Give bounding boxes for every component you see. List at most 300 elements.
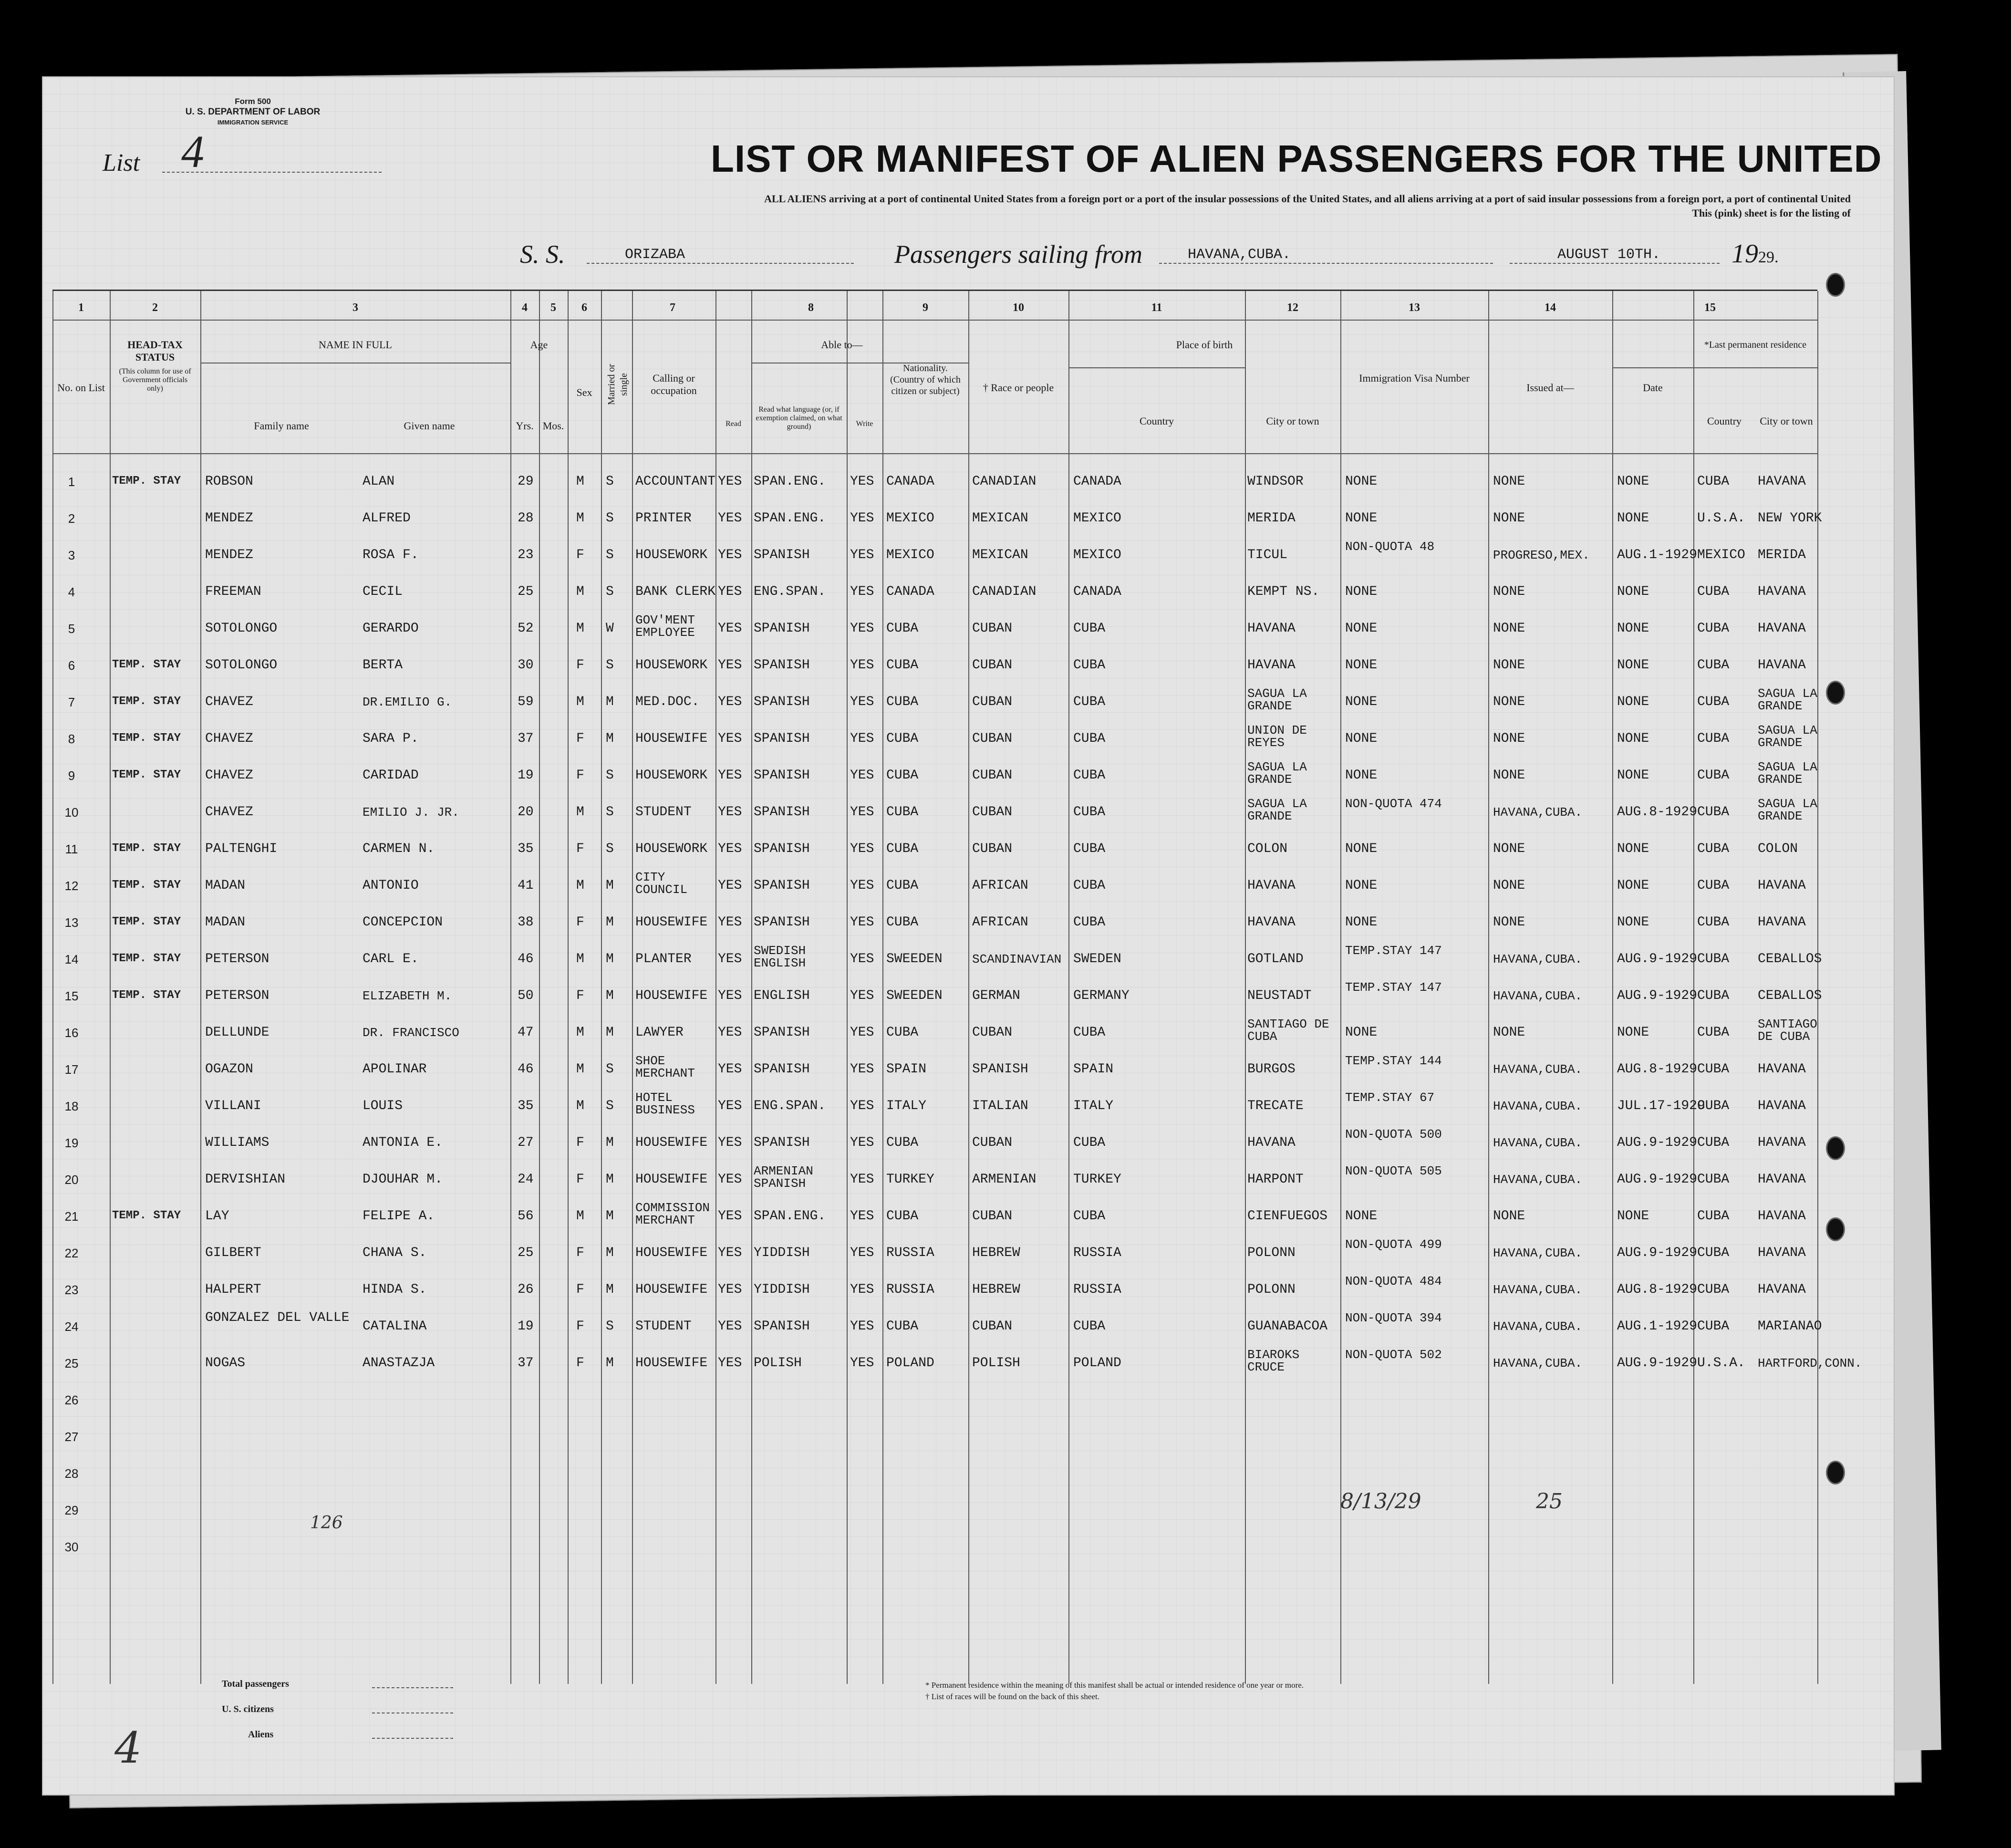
- table-row: [52, 944, 1822, 984]
- header-yrs: Yrs.: [516, 420, 534, 432]
- marital-status: S: [606, 584, 614, 599]
- col-num-12: 12: [1287, 301, 1298, 314]
- issued-at: NONE: [1493, 1025, 1525, 1040]
- residence-city: HAVANA: [1758, 1246, 1806, 1260]
- issued-at: HAVANA,CUBA.: [1493, 1099, 1583, 1113]
- issued-at: NONE: [1493, 841, 1525, 856]
- race: CUBAN: [972, 658, 1013, 673]
- table-row: [52, 1237, 1817, 1277]
- birth-country: CUBA: [1073, 621, 1106, 636]
- sailing-date: AUGUST 10TH.: [1510, 247, 1720, 264]
- visa-date: NONE: [1617, 878, 1649, 893]
- sex: F: [576, 1135, 584, 1150]
- marital-status: M: [606, 695, 614, 709]
- family-name: FREEMAN: [205, 584, 261, 599]
- birth-city: GOTLAND: [1247, 952, 1304, 966]
- residence-country: CUBA: [1697, 474, 1730, 489]
- table-row-empty: [52, 1388, 1817, 1424]
- punch-hole: [1826, 1461, 1845, 1485]
- birth-country: ITALY: [1073, 1099, 1114, 1113]
- can-read: YES: [718, 695, 742, 709]
- occupation: HOUSEWORK: [635, 548, 708, 562]
- table-row: [52, 507, 1822, 543]
- can-write: YES: [850, 915, 874, 930]
- age-years: 20: [518, 805, 534, 820]
- subtitle-line-1: ALL ALIENS arriving at a port of continental United States from a foreign port or a port of the insular possessions of the United States, and all aliens arriving at a port of said insular possessions from a foreign port, a port of continental United: [764, 193, 1851, 205]
- head-tax-status: TEMP. STAY: [112, 842, 181, 855]
- row-number: 26: [64, 1393, 79, 1407]
- nationality: CUBA: [886, 1319, 919, 1334]
- birth-city: SAGUA LA GRANDE: [1247, 686, 1307, 713]
- header-race: † Race or people: [983, 382, 1054, 394]
- row-number: 11: [65, 842, 78, 856]
- birth-country: CANADA: [1073, 584, 1121, 599]
- residence-city: HAVANA: [1758, 1099, 1806, 1113]
- read-language: SWEDISH ENGLISH: [754, 944, 806, 970]
- residence-country: CUBA: [1697, 695, 1730, 709]
- age-years: 23: [518, 548, 534, 562]
- race: AFRICAN: [972, 878, 1028, 893]
- visa-date: AUG.1-1929: [1617, 1319, 1698, 1334]
- can-write: YES: [850, 841, 874, 856]
- visa-date: NONE: [1617, 768, 1649, 783]
- issued-at: NONE: [1493, 731, 1525, 746]
- table-row: [52, 797, 1817, 837]
- header-birth-city: City or town: [1266, 415, 1319, 427]
- birth-country: CUBA: [1073, 1135, 1106, 1150]
- family-name: DERVISHIAN: [205, 1172, 286, 1187]
- issued-at: HAVANA,CUBA.: [1493, 952, 1583, 966]
- can-write: YES: [850, 952, 874, 966]
- nationality: CUBA: [886, 1135, 919, 1150]
- visa-number: NON-QUOTA 484: [1345, 1274, 1442, 1288]
- can-read: YES: [718, 1062, 742, 1077]
- can-write: YES: [850, 1099, 874, 1113]
- occupation: HOUSEWIFE: [635, 1282, 708, 1297]
- race: CUBAN: [972, 1135, 1013, 1150]
- visa-number: NONE: [1345, 584, 1378, 599]
- row-number: 6: [68, 658, 75, 673]
- head-tax-status: TEMP. STAY: [112, 695, 181, 708]
- race: POLISH: [972, 1356, 1020, 1370]
- row-number: 4: [68, 585, 75, 599]
- age-years: 19: [518, 1319, 534, 1334]
- marital-status: M: [606, 1246, 614, 1260]
- visa-number: TEMP.STAY 144: [1345, 1054, 1442, 1068]
- residence-city: SAGUA LA GRANDE: [1758, 760, 1817, 787]
- can-write: YES: [850, 1209, 874, 1224]
- given-name: CONCEPCION: [363, 915, 443, 930]
- header-visa-number: Immigration Visa Number: [1359, 372, 1470, 384]
- table-row-empty: [52, 1425, 1817, 1461]
- birth-country: CUBA: [1073, 915, 1106, 930]
- family-name: LAY: [205, 1209, 229, 1224]
- nationality: MEXICO: [886, 548, 934, 562]
- issued-at: HAVANA,CUBA.: [1493, 805, 1583, 820]
- residence-city: HAVANA: [1758, 621, 1806, 636]
- col-num-14: 14: [1545, 301, 1556, 314]
- residence-country: CUBA: [1697, 768, 1730, 783]
- residence-city: SAGUA LA GRANDE: [1758, 723, 1817, 750]
- row-number: 25: [64, 1356, 79, 1370]
- can-read: YES: [718, 584, 742, 599]
- row-number: 10: [64, 805, 79, 820]
- birth-country: CUBA: [1073, 768, 1106, 783]
- family-name: PETERSON: [205, 988, 270, 1003]
- header-res-country: Country: [1707, 415, 1742, 427]
- marital-status: S: [606, 841, 614, 856]
- race: HEBREW: [972, 1246, 1020, 1260]
- read-language: ENG.SPAN.: [754, 584, 826, 599]
- manifest-table: [52, 290, 1862, 1684]
- can-read: YES: [718, 878, 742, 893]
- manifest-page: [42, 76, 1895, 1796]
- header-date: Date: [1643, 382, 1663, 394]
- sex: F: [576, 1172, 584, 1187]
- visa-date: AUG.9-1929: [1617, 1135, 1698, 1150]
- given-name: ELIZABETH M.: [363, 989, 452, 1003]
- aliens-line: [372, 1738, 453, 1739]
- issued-at: HAVANA,CUBA.: [1493, 989, 1583, 1003]
- nationality: CUBA: [886, 878, 919, 893]
- residence-country: CUBA: [1697, 584, 1730, 599]
- given-name: CECIL: [363, 584, 403, 599]
- list-label: List: [103, 149, 140, 176]
- sex: M: [576, 695, 584, 709]
- page-title: LIST OR MANIFEST OF ALIEN PASSENGERS FOR THE UNITED: [711, 137, 1882, 180]
- visa-date: AUG.9-1929: [1617, 1172, 1698, 1187]
- visa-date: AUG.9-1929: [1617, 952, 1698, 966]
- given-name: ANTONIA E.: [363, 1135, 443, 1150]
- residence-city: HAVANA: [1758, 878, 1806, 893]
- birth-city: HAVANA: [1247, 1135, 1296, 1150]
- header-place-of-birth: Place of birth: [1176, 339, 1233, 351]
- given-name: EMILIO J. JR.: [363, 805, 459, 820]
- head-tax-status: TEMP. STAY: [112, 475, 181, 488]
- read-language: SPANISH: [754, 658, 810, 673]
- nationality: ITALY: [886, 1099, 927, 1113]
- given-name: CATALINA: [363, 1319, 427, 1334]
- visa-number: NON-QUOTA 48: [1345, 540, 1435, 554]
- header-read: Read: [726, 420, 741, 428]
- header-no-on-list: No. on List: [57, 382, 105, 394]
- row-number: 3: [68, 548, 75, 562]
- header-nationality: Nationality. (Country of which citizen or subject): [890, 363, 961, 396]
- read-language: SPANISH: [754, 841, 810, 856]
- col-num-6: 6: [581, 301, 587, 314]
- age-years: 46: [518, 952, 534, 966]
- visa-number: NONE: [1345, 841, 1378, 856]
- birth-city: SANTIAGO DE CUBA: [1247, 1017, 1329, 1044]
- residence-city: SAGUA LA GRANDE: [1758, 686, 1817, 713]
- sex: F: [576, 658, 584, 673]
- punch-hole: [1826, 273, 1845, 297]
- col-num-10: 10: [1013, 301, 1024, 314]
- visa-date: NONE: [1617, 841, 1649, 856]
- marital-status: S: [606, 474, 614, 489]
- sex: F: [576, 548, 584, 562]
- family-name: SOTOLONGO: [205, 658, 278, 673]
- sex: F: [576, 1356, 584, 1370]
- can-write: YES: [850, 1246, 874, 1260]
- read-language: ARMENIAN SPANISH: [754, 1164, 813, 1191]
- race: CANADIAN: [972, 474, 1037, 489]
- residence-country: CUBA: [1697, 988, 1730, 1003]
- residence-city: NEW YORK: [1758, 511, 1822, 526]
- visa-date: AUG.9-1929: [1617, 1356, 1698, 1370]
- table-row: [52, 1017, 1817, 1057]
- can-read: YES: [718, 805, 742, 820]
- nationality: SWEEDEN: [886, 988, 943, 1003]
- residence-country: MEXICO: [1697, 548, 1745, 562]
- residence-country: CUBA: [1697, 915, 1730, 930]
- total-passengers-line: [372, 1687, 453, 1688]
- age-years: 52: [518, 621, 534, 636]
- residence-city: HAVANA: [1758, 474, 1806, 489]
- marital-status: S: [606, 658, 614, 673]
- read-language: SPANISH: [754, 1025, 810, 1040]
- race: CUBAN: [972, 768, 1013, 783]
- marital-status: M: [606, 1356, 614, 1370]
- residence-country: CUBA: [1697, 1062, 1730, 1077]
- occupation: HOTEL BUSINESS: [635, 1090, 695, 1117]
- birth-country: CUBA: [1073, 658, 1106, 673]
- birth-city: BURGOS: [1247, 1062, 1296, 1077]
- row-number: 8: [68, 732, 75, 746]
- issued-at: NONE: [1493, 915, 1525, 930]
- header-sex: Sex: [576, 386, 592, 398]
- race: CUBAN: [972, 695, 1013, 709]
- departure-port: HAVANA,CUBA.: [1159, 247, 1493, 264]
- footer-mark-note: 4: [114, 1723, 142, 1773]
- can-read: YES: [718, 1319, 742, 1334]
- issued-at: NONE: [1493, 584, 1525, 599]
- table-row: [52, 870, 1817, 910]
- issued-at: NONE: [1493, 768, 1525, 783]
- service-name: IMMIGRATION SERVICE: [217, 119, 289, 126]
- family-name: SOTOLONGO: [205, 621, 278, 636]
- read-language: SPAN.ENG.: [754, 1209, 826, 1224]
- nationality: CANADA: [886, 584, 934, 599]
- race: HEBREW: [972, 1282, 1020, 1297]
- can-read: YES: [718, 731, 742, 746]
- birth-city: HAVANA: [1247, 658, 1296, 673]
- visa-number: NONE: [1345, 878, 1378, 893]
- residence-country: CUBA: [1697, 1099, 1730, 1113]
- occupation: HOUSEWORK: [635, 768, 708, 783]
- visa-date: NONE: [1617, 1025, 1649, 1040]
- can-write: YES: [850, 731, 874, 746]
- residence-city: MERIDA: [1758, 548, 1806, 562]
- table-row: [52, 1090, 1817, 1131]
- given-name: SARA P.: [363, 731, 419, 746]
- residence-country: CUBA: [1697, 1025, 1730, 1040]
- visa-number: NON-QUOTA 499: [1345, 1237, 1442, 1252]
- read-language: SPANISH: [754, 1062, 810, 1077]
- sailing-year: [1731, 239, 1779, 269]
- birth-city: KEMPT NS.: [1247, 584, 1320, 599]
- read-language: SPANISH: [754, 548, 810, 562]
- issued-at: NONE: [1493, 474, 1525, 489]
- race: ARMENIAN: [972, 1172, 1037, 1187]
- visa-date: NONE: [1617, 621, 1649, 636]
- punch-hole: [1826, 681, 1845, 705]
- given-name: GERARDO: [363, 621, 419, 636]
- birth-country: CUBA: [1073, 878, 1106, 893]
- total-mark-note: 25: [1536, 1489, 1563, 1514]
- row-number: 23: [64, 1283, 79, 1297]
- residence-country: CUBA: [1697, 1209, 1730, 1224]
- residence-city: COLON: [1758, 841, 1798, 856]
- given-name: DJOUHAR M.: [363, 1172, 443, 1187]
- can-write: YES: [850, 621, 874, 636]
- read-language: SPANISH: [754, 878, 810, 893]
- marital-status: S: [606, 805, 614, 820]
- age-years: 56: [518, 1209, 534, 1224]
- table-row: [52, 1054, 1817, 1094]
- issued-at: NONE: [1493, 878, 1525, 893]
- header-write: Write: [856, 420, 873, 428]
- visa-date: AUG.8-1929: [1617, 1282, 1698, 1297]
- age-years: 47: [518, 1025, 534, 1040]
- birth-country: SWEDEN: [1073, 952, 1121, 966]
- year-prefix: 19: [1731, 239, 1758, 269]
- table-row: [52, 613, 1817, 653]
- can-write: YES: [850, 1172, 874, 1187]
- row-number: 18: [64, 1099, 79, 1113]
- row-number: 15: [64, 989, 79, 1003]
- ss-label: S. S.: [520, 240, 565, 269]
- occupation: HOUSEWIFE: [635, 1135, 708, 1150]
- row-number: 22: [64, 1246, 79, 1260]
- residence-country: CUBA: [1697, 1282, 1730, 1297]
- header-given-name: Given name: [404, 420, 455, 432]
- issued-at: HAVANA,CUBA.: [1493, 1173, 1583, 1187]
- birth-country: MEXICO: [1073, 511, 1121, 526]
- col-num-5: 5: [550, 301, 556, 314]
- visa-date: NONE: [1617, 695, 1649, 709]
- occupation: CITY COUNCIL: [635, 870, 688, 897]
- occupation: MED.DOC.: [635, 695, 700, 709]
- row-number: 19: [64, 1136, 79, 1150]
- age-years: 35: [518, 1099, 534, 1113]
- ship-name: ORIZABA: [587, 247, 854, 264]
- age-years: 19: [518, 768, 534, 783]
- issued-at: HAVANA,CUBA.: [1493, 1283, 1583, 1297]
- given-name: ANTONIO: [363, 878, 419, 893]
- can-write: YES: [850, 988, 874, 1003]
- residence-country: U.S.A.: [1697, 1356, 1745, 1370]
- birth-city: SAGUA LA GRANDE: [1247, 760, 1307, 787]
- footnote-races: † List of races will be found on the back of this sheet.: [925, 1692, 1099, 1701]
- birth-country: CANADA: [1073, 474, 1121, 489]
- read-language: SPANISH: [754, 621, 810, 636]
- form-header-block: [153, 96, 353, 128]
- nationality: RUSSIA: [886, 1282, 934, 1297]
- read-language: SPANISH: [754, 695, 810, 709]
- table-row-empty: [52, 1535, 1817, 1571]
- read-language: ENGLISH: [754, 988, 810, 1003]
- visa-date: AUG.8-1929: [1617, 1062, 1698, 1077]
- race: CUBAN: [972, 1025, 1013, 1040]
- residence-country: CUBA: [1697, 621, 1730, 636]
- sex: M: [576, 805, 584, 820]
- visa-number: TEMP.STAY 67: [1345, 1090, 1435, 1105]
- marital-status: S: [606, 548, 614, 562]
- form-number: Form 500: [235, 97, 271, 106]
- marital-status: S: [606, 1062, 614, 1077]
- marital-status: M: [606, 1025, 614, 1040]
- marital-status: S: [606, 1319, 614, 1334]
- marital-status: M: [606, 1135, 614, 1150]
- can-read: YES: [718, 1282, 742, 1297]
- col-num-4: 4: [522, 301, 528, 314]
- visa-number: NONE: [1345, 915, 1378, 930]
- sex: M: [576, 1209, 584, 1224]
- can-read: YES: [718, 768, 742, 783]
- visa-number: NONE: [1345, 511, 1378, 526]
- head-tax-status: TEMP. STAY: [112, 915, 181, 928]
- can-read: YES: [718, 474, 742, 489]
- nationality: POLAND: [886, 1356, 934, 1370]
- family-name: VILLANI: [205, 1099, 261, 1113]
- visa-date: NONE: [1617, 915, 1649, 930]
- visa-date: NONE: [1617, 511, 1649, 526]
- nationality: CUBA: [886, 621, 919, 636]
- visa-number: NONE: [1345, 621, 1378, 636]
- visa-date: NONE: [1617, 658, 1649, 673]
- race: CUBAN: [972, 621, 1013, 636]
- family-name: CHAVEZ: [205, 805, 253, 820]
- race: MEXICAN: [972, 548, 1028, 562]
- race: CUBAN: [972, 841, 1013, 856]
- head-tax-status: TEMP. STAY: [112, 989, 181, 1002]
- sex: F: [576, 1282, 584, 1297]
- given-name: HINDA S.: [363, 1282, 427, 1297]
- residence-country: CUBA: [1697, 841, 1730, 856]
- visa-number: TEMP.STAY 147: [1345, 944, 1442, 958]
- age-years: 29: [518, 474, 534, 489]
- visa-number: NONE: [1345, 658, 1378, 673]
- table-row: [52, 1201, 1817, 1241]
- visa-date: NONE: [1617, 474, 1649, 489]
- given-name: LOUIS: [363, 1099, 403, 1113]
- inspector-date-note: 8/13/29: [1340, 1489, 1421, 1514]
- residence-city: SAGUA LA GRANDE: [1758, 797, 1817, 823]
- table-row: [52, 980, 1822, 1020]
- can-write: YES: [850, 878, 874, 893]
- header-age: Age: [530, 339, 548, 351]
- can-write: YES: [850, 584, 874, 599]
- residence-city: HAVANA: [1758, 915, 1806, 930]
- can-write: YES: [850, 1025, 874, 1040]
- birth-country: CUBA: [1073, 841, 1106, 856]
- birth-country: CUBA: [1073, 1025, 1106, 1040]
- family-name: CHAVEZ: [205, 768, 253, 783]
- residence-country: CUBA: [1697, 1172, 1730, 1187]
- age-years: 28: [518, 511, 534, 526]
- visa-number: NON-QUOTA 505: [1345, 1164, 1442, 1178]
- year-suffix: 29.: [1758, 249, 1779, 266]
- residence-country: U.S.A.: [1697, 511, 1745, 526]
- row-number: 24: [64, 1319, 79, 1334]
- row-number: 7: [68, 695, 75, 709]
- nationality: RUSSIA: [886, 1246, 934, 1260]
- read-language: YIDDISH: [754, 1282, 810, 1297]
- visa-number: NON-QUOTA 500: [1345, 1127, 1442, 1142]
- family-name: MADAN: [205, 915, 246, 930]
- header-last-residence: *Last permanent residence: [1704, 340, 1807, 350]
